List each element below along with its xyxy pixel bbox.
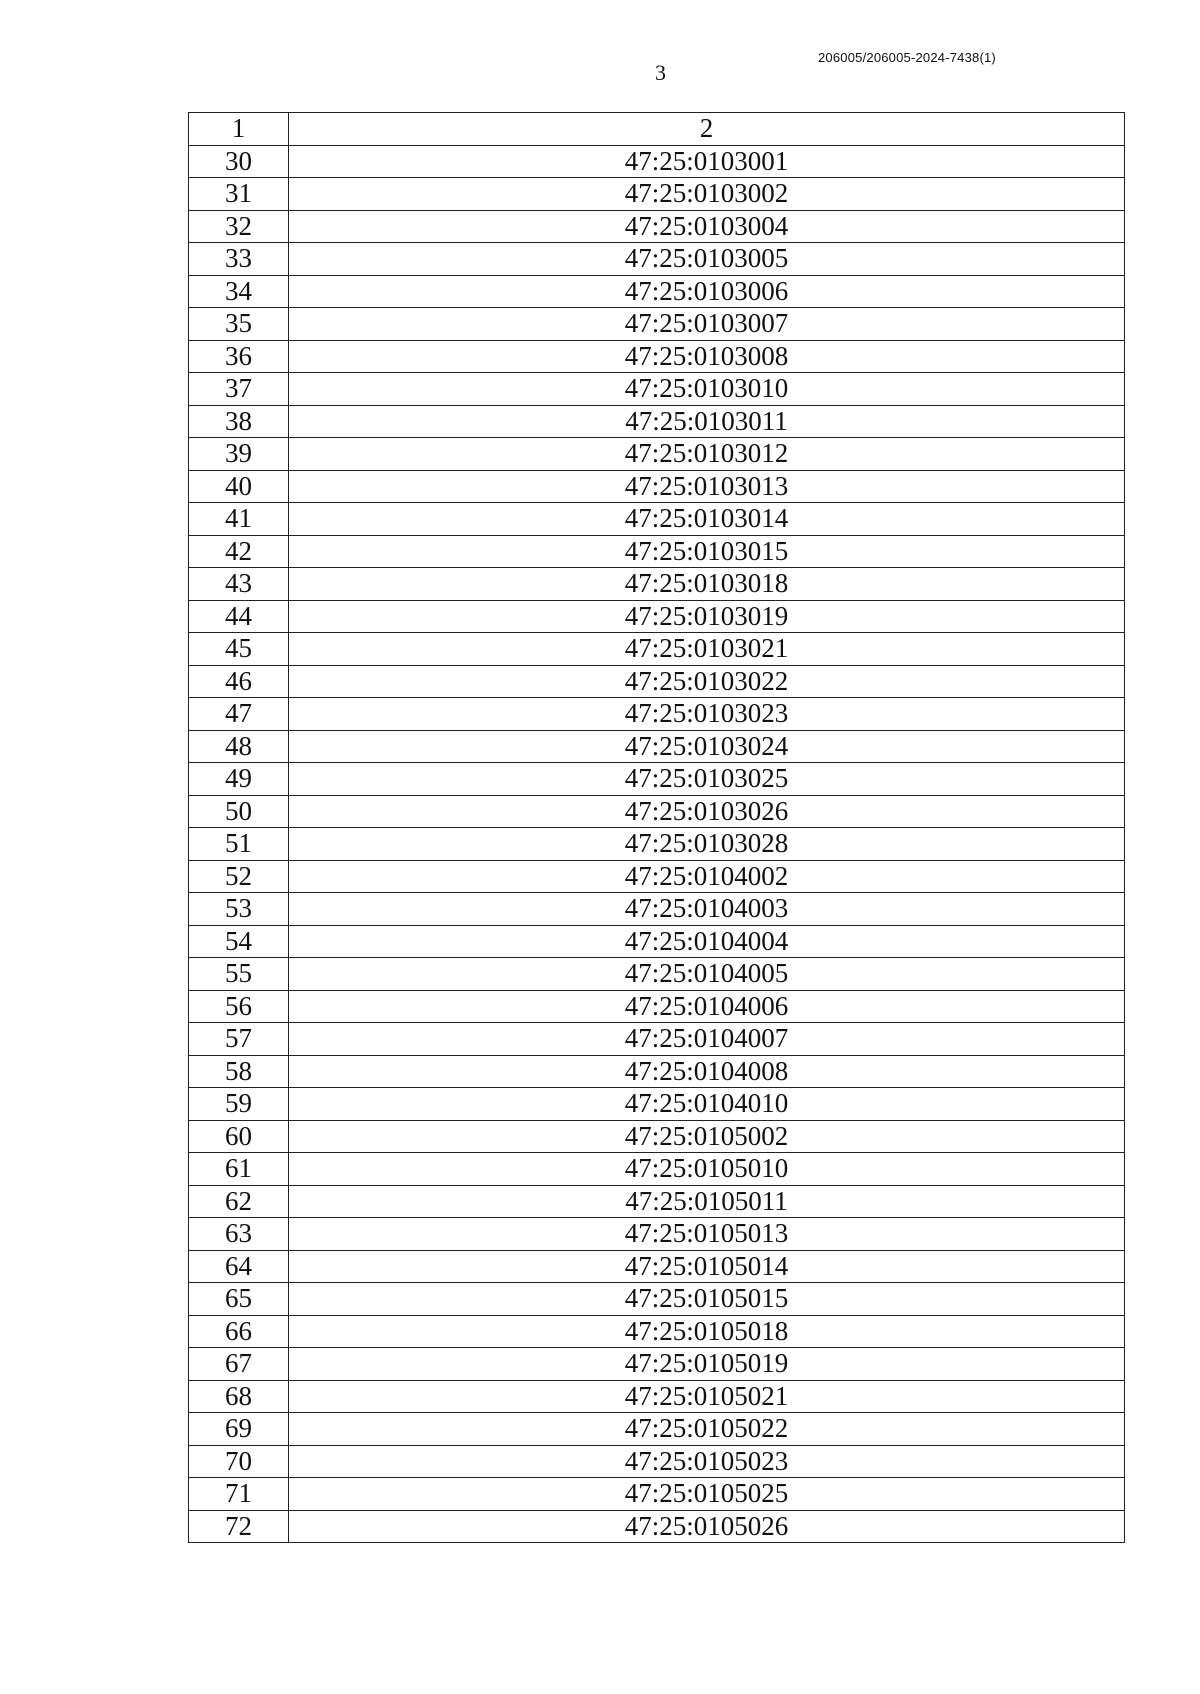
row-number-cell: 47: [189, 698, 289, 731]
row-number-cell: 69: [189, 1413, 289, 1446]
cadastral-number-cell: 47:25:0104005: [289, 958, 1125, 991]
cadastral-number-cell: 47:25:0103014: [289, 503, 1125, 536]
table-row: [189, 373, 1125, 406]
table-body: [189, 145, 1125, 1543]
row-number-cell: 32: [189, 210, 289, 243]
table-row: [189, 925, 1125, 958]
table-row: [189, 1218, 1125, 1251]
table-row: [189, 145, 1125, 178]
row-number-cell: 33: [189, 243, 289, 276]
row-number-cell: 53: [189, 893, 289, 926]
table-row: [189, 1088, 1125, 1121]
row-number-cell: 61: [189, 1153, 289, 1186]
row-number-cell: 40: [189, 470, 289, 503]
cadastral-number-cell: 47:25:0104002: [289, 860, 1125, 893]
cadastral-number-cell: 47:25:0104006: [289, 990, 1125, 1023]
table-row: [189, 308, 1125, 341]
table-row: [189, 568, 1125, 601]
table-row: [189, 405, 1125, 438]
table-row: [189, 1023, 1125, 1056]
cadastral-number-cell: 47:25:0103013: [289, 470, 1125, 503]
row-number-cell: 55: [189, 958, 289, 991]
table-row: [189, 860, 1125, 893]
cadastral-number-cell: 47:25:0105022: [289, 1413, 1125, 1446]
row-number-cell: 30: [189, 145, 289, 178]
cadastral-number-cell: 47:25:0105023: [289, 1445, 1125, 1478]
table-row: [189, 828, 1125, 861]
row-number-cell: 56: [189, 990, 289, 1023]
table-row: [189, 503, 1125, 536]
row-number-cell: 64: [189, 1250, 289, 1283]
table-row: [189, 795, 1125, 828]
cadastral-number-cell: 47:25:0103012: [289, 438, 1125, 471]
row-number-cell: 52: [189, 860, 289, 893]
row-number-cell: 54: [189, 925, 289, 958]
cadastral-number-cell: 47:25:0103028: [289, 828, 1125, 861]
table-row: [189, 665, 1125, 698]
row-number-cell: 51: [189, 828, 289, 861]
row-number-cell: 31: [189, 178, 289, 211]
table-row: [189, 535, 1125, 568]
table-row: [189, 1250, 1125, 1283]
table-row: [189, 438, 1125, 471]
table-row: [189, 698, 1125, 731]
row-number-cell: 49: [189, 763, 289, 796]
row-number-cell: 67: [189, 1348, 289, 1381]
cadastral-table: [188, 112, 1125, 1543]
row-number-cell: 72: [189, 1510, 289, 1543]
row-number-cell: 68: [189, 1380, 289, 1413]
table-row: [189, 958, 1125, 991]
cadastral-number-cell: 47:25:0105014: [289, 1250, 1125, 1283]
cadastral-number-cell: 47:25:0104004: [289, 925, 1125, 958]
cadastral-number-cell: 47:25:0104003: [289, 893, 1125, 926]
row-number-cell: 66: [189, 1315, 289, 1348]
row-number-cell: 44: [189, 600, 289, 633]
row-number-cell: 38: [189, 405, 289, 438]
table-row: [189, 1478, 1125, 1511]
cadastral-number-cell: 47:25:0105002: [289, 1120, 1125, 1153]
table-row: [189, 730, 1125, 763]
cadastral-number-cell: 47:25:0103008: [289, 340, 1125, 373]
table-row: [189, 1445, 1125, 1478]
table-row: [189, 600, 1125, 633]
cadastral-number-cell: 47:25:0105021: [289, 1380, 1125, 1413]
cadastral-number-cell: 47:25:0103025: [289, 763, 1125, 796]
row-number-cell: 60: [189, 1120, 289, 1153]
cadastral-number-cell: 47:25:0103010: [289, 373, 1125, 406]
table-row: [189, 1348, 1125, 1381]
table-row: [189, 1283, 1125, 1316]
cadastral-number-cell: 47:25:0103011: [289, 405, 1125, 438]
cadastral-number-cell: 47:25:0103019: [289, 600, 1125, 633]
row-number-cell: 48: [189, 730, 289, 763]
row-number-cell: 59: [189, 1088, 289, 1121]
cadastral-number-cell: 47:25:0103002: [289, 178, 1125, 211]
table-row: [189, 1153, 1125, 1186]
table-row: [189, 275, 1125, 308]
table-row: [189, 1120, 1125, 1153]
row-number-cell: 46: [189, 665, 289, 698]
cadastral-number-cell: 47:25:0104007: [289, 1023, 1125, 1056]
cadastral-number-cell: 47:25:0105025: [289, 1478, 1125, 1511]
row-number-cell: 39: [189, 438, 289, 471]
page-number: 3: [655, 60, 666, 85]
cadastral-number-cell: 47:25:0105015: [289, 1283, 1125, 1316]
cadastral-number-cell: 47:25:0105010: [289, 1153, 1125, 1186]
table-row: [189, 243, 1125, 276]
cadastral-number-cell: 47:25:0103004: [289, 210, 1125, 243]
table-row: [189, 893, 1125, 926]
cadastral-number-cell: 47:25:0105019: [289, 1348, 1125, 1381]
cadastral-number-cell: 47:25:0103001: [289, 145, 1125, 178]
cadastral-number-cell: 47:25:0105011: [289, 1185, 1125, 1218]
row-number-cell: 37: [189, 373, 289, 406]
cadastral-number-cell: 47:25:0104008: [289, 1055, 1125, 1088]
table-row: [189, 1380, 1125, 1413]
cadastral-number-cell: 47:25:0105026: [289, 1510, 1125, 1543]
cadastral-number-cell: 47:25:0103006: [289, 275, 1125, 308]
cadastral-number-cell: 47:25:0103023: [289, 698, 1125, 731]
cadastral-number-cell: 47:25:0103007: [289, 308, 1125, 341]
table-row: [189, 1510, 1125, 1543]
table-row: [189, 210, 1125, 243]
row-number-cell: 35: [189, 308, 289, 341]
row-number-cell: 62: [189, 1185, 289, 1218]
row-number-cell: 58: [189, 1055, 289, 1088]
row-number-cell: 41: [189, 503, 289, 536]
cadastral-number-cell: 47:25:0103024: [289, 730, 1125, 763]
cadastral-number-cell: 47:25:0103015: [289, 535, 1125, 568]
cadastral-number-cell: 47:25:0103022: [289, 665, 1125, 698]
cadastral-number-cell: 47:25:0103018: [289, 568, 1125, 601]
table-row: [189, 1413, 1125, 1446]
cadastral-number-cell: 47:25:0105013: [289, 1218, 1125, 1251]
cadastral-number-cell: 47:25:0103005: [289, 243, 1125, 276]
table-row: [189, 763, 1125, 796]
column-header-2: 2: [289, 113, 1125, 146]
row-number-cell: 34: [189, 275, 289, 308]
row-number-cell: 70: [189, 1445, 289, 1478]
document-id: 206005/206005-2024-7438(1): [818, 50, 996, 65]
table-row: [189, 1055, 1125, 1088]
row-number-cell: 65: [189, 1283, 289, 1316]
table-row: [189, 470, 1125, 503]
row-number-cell: 71: [189, 1478, 289, 1511]
table-row: [189, 340, 1125, 373]
table-row: [189, 1185, 1125, 1218]
row-number-cell: 63: [189, 1218, 289, 1251]
row-number-cell: 57: [189, 1023, 289, 1056]
cadastral-number-cell: 47:25:0103026: [289, 795, 1125, 828]
row-number-cell: 36: [189, 340, 289, 373]
row-number-cell: 42: [189, 535, 289, 568]
table-header-row: [189, 113, 1125, 146]
table-row: [189, 178, 1125, 211]
column-header-1: 1: [189, 113, 289, 146]
table-row: [189, 990, 1125, 1023]
cadastral-number-cell: 47:25:0105018: [289, 1315, 1125, 1348]
row-number-cell: 45: [189, 633, 289, 666]
cadastral-number-cell: 47:25:0104010: [289, 1088, 1125, 1121]
table-row: [189, 633, 1125, 666]
cadastral-number-cell: 47:25:0103021: [289, 633, 1125, 666]
table-row: [189, 1315, 1125, 1348]
row-number-cell: 50: [189, 795, 289, 828]
row-number-cell: 43: [189, 568, 289, 601]
